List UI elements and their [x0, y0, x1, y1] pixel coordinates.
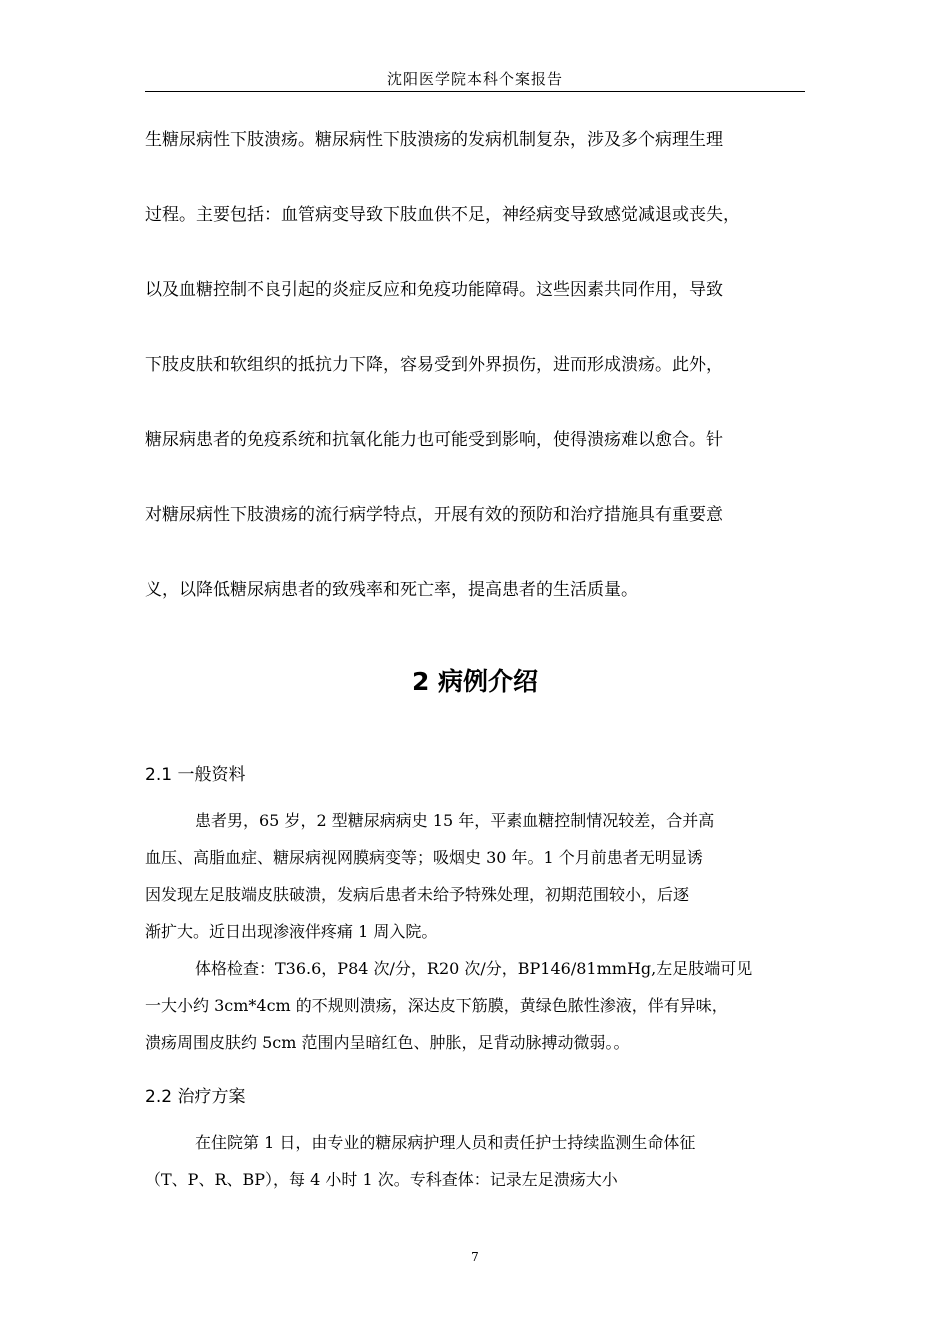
running-header: 沈阳医学院本科个案报告: [386, 70, 563, 88]
page-number: 7: [471, 1250, 479, 1264]
section-heading-2-2: 2.2 治疗方案: [145, 1087, 246, 1107]
exam-line-2: 一大小约 3cm*4cm 的不规则溃疡，深达皮下筋膜，黄绿色脓性渗液，伴有异味，: [145, 996, 728, 1015]
section-heading-2-1: 2.1 一般资料: [145, 765, 246, 785]
exam-line-3: 溃疡周围皮肤约 5cm 范围内呈暗红色、肿胀，足背动脉搏动微弱。。: [145, 1033, 630, 1052]
general-info-line-4: 渐扩大。近日出现渗液伴疼痛 1 周入院。: [145, 922, 438, 941]
treatment-line-1: 在住院第 1 日，由专业的糖尿病护理人员和责任护士持续监测生命体征: [195, 1133, 696, 1152]
general-info-line-2: 血压、高脂血症、糖尿病视网膜病变等；吸烟史 30 年。1 个月前患者无明显诱: [145, 848, 703, 867]
intro-line-3: 以及血糖控制不良引起的炎症反应和免疫功能障碍。这些因素共同作用，导致: [145, 280, 723, 300]
exam-line-1: 体格检查：T36.6，P84 次/分，R20 次/分，BP146/81mmHg,左足肢端可见: [195, 959, 753, 978]
intro-line-1: 生糖尿病性下肢溃疡。糖尿病性下肢溃疡的发病机制复杂，涉及多个病理生理: [145, 130, 723, 150]
chapter-title: 2 病例介绍: [411, 667, 539, 696]
intro-line-7: 义，以降低糖尿病患者的致残率和死亡率，提高患者的生活质量。: [145, 580, 638, 600]
header-rule: [145, 91, 805, 92]
intro-line-6: 对糖尿病性下肢溃疡的流行病学特点，开展有效的预防和治疗措施具有重要意: [145, 505, 723, 525]
general-info-line-1: 患者男，65 岁，2 型糖尿病病史 15 年，平素血糖控制情况较差，合并高: [195, 811, 715, 830]
intro-line-4: 下肢皮肤和软组织的抵抗力下降，容易受到外界损伤，进而形成溃疡。此外，: [145, 355, 723, 375]
intro-line-2: 过程。主要包括：血管病变导致下肢血供不足，神经病变导致感觉减退或丧失，: [145, 205, 740, 225]
general-info-line-3: 因发现左足肢端皮肤破溃，发病后患者未给予特殊处理，初期范围较小，后逐: [145, 885, 690, 904]
intro-line-5: 糖尿病患者的免疫系统和抗氧化能力也可能受到影响，使得溃疡难以愈合。针: [145, 430, 723, 450]
treatment-line-2: （T、P、R、BP），每 4 小时 1 次。专科查体：记录左足溃疡大小: [145, 1170, 618, 1189]
